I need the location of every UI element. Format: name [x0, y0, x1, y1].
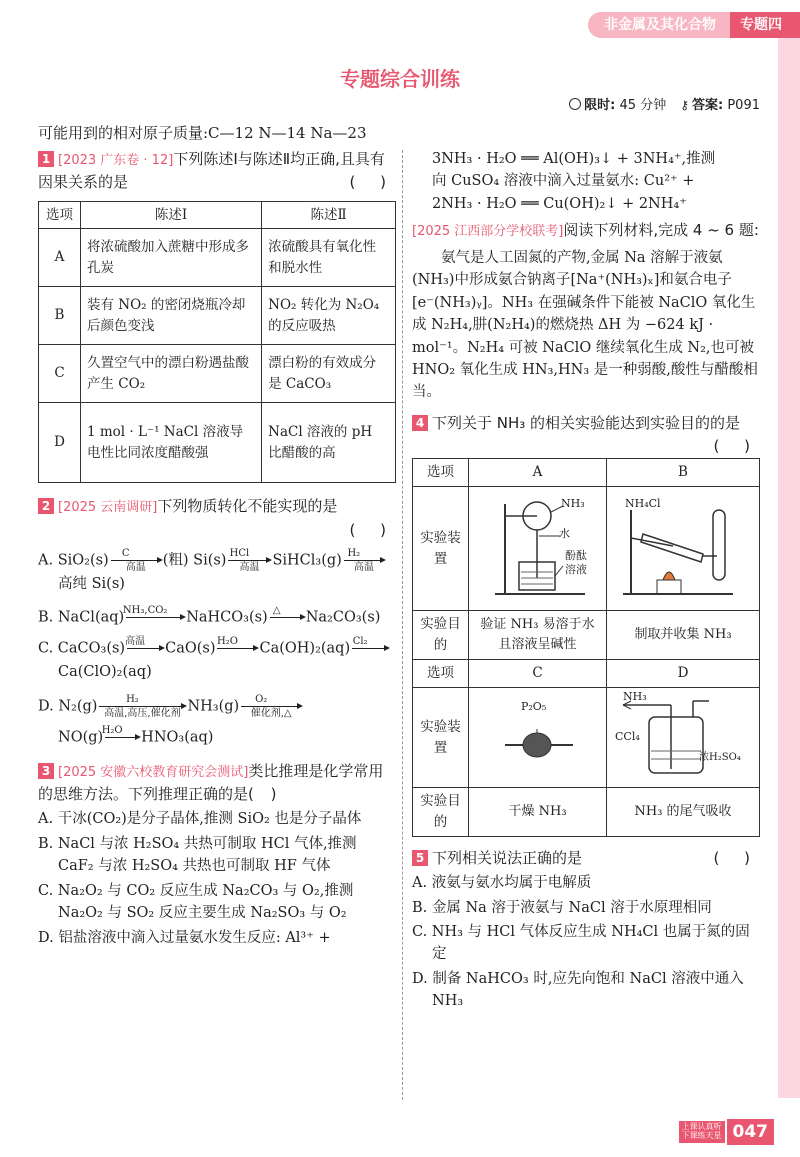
text-line: 2NH₃ · H₂O ══ Cu(OH)₂↓ + 2NH₄⁺ [432, 195, 687, 212]
arrow-top: C [121, 547, 130, 559]
page-footer [679, 1119, 775, 1145]
arrow-top: H₂ [126, 693, 139, 705]
apparatus-label: 浓H₂SO₄ [699, 752, 741, 764]
passage-source: [2025 江西部分学校联考] [412, 224, 564, 240]
page-title: 专题综合训练 [340, 67, 460, 91]
section-label: 非金属及其化合物 [588, 12, 730, 38]
statement-2-cell: NO₂ 转化为 N₂O₄ 的反应吸热 [262, 287, 396, 345]
arrow-top: H₂ [347, 547, 361, 559]
question-text: 下列陈述Ⅰ与陈述Ⅱ均正确,且具有因果关系的是 [38, 150, 385, 192]
answer-value: P091 [727, 98, 760, 113]
key-icon: ⚷ [680, 98, 689, 112]
passage-intro: 阅读下列材料,完成 4 ~ 6 题: [563, 221, 759, 240]
species: SiHCl₃(g) [272, 552, 342, 569]
species: NH₃(g) [187, 698, 240, 715]
question-number: 5 [412, 850, 428, 866]
atomic-mass-line: 可能用到的相对原子质量:C—12 N—14 Na—23 [38, 124, 367, 142]
q3-option-d-continued [412, 148, 760, 215]
q3-options [38, 808, 396, 949]
arrow-bottom: 高温 [353, 561, 374, 573]
time-value: 45 分钟 [619, 98, 667, 113]
species: 高纯 Si(s) [58, 575, 125, 592]
arrow-top: NH₃,CO₂ [122, 605, 168, 617]
question-5 [412, 847, 760, 870]
species: Na₂CO₃(s) [305, 609, 381, 626]
species: NaHCO₃(s) [186, 609, 268, 626]
arrow-top: H₂O [217, 636, 238, 648]
reaction-arrow [127, 636, 163, 661]
question-4 [412, 412, 760, 456]
option-label: C [469, 660, 607, 688]
meta-info [569, 96, 760, 116]
option-a [38, 548, 396, 595]
arrow-top: H₂O [101, 724, 123, 736]
arrow-top: Cl₂ [352, 636, 368, 648]
header-bar [588, 12, 800, 38]
reaction-arrow [344, 548, 384, 573]
question-number: 3 [38, 763, 54, 779]
reaction-arrow [241, 694, 301, 719]
species: Ca(ClO)₂(aq) [58, 664, 152, 681]
option-label: A [469, 459, 607, 487]
arrow-bottom: 高温,高压,催化剂 [104, 707, 181, 719]
header-cell: 实验目的 [413, 787, 469, 836]
answer-paren: ( ) [713, 848, 760, 867]
topic-label: 专题四 [730, 12, 800, 38]
experiment-aim: NH₃ 的尾气吸收 [607, 787, 760, 836]
q4-table [412, 458, 760, 836]
q2-options [38, 548, 396, 750]
question-source: [2023 广东卷 · 12] [58, 153, 174, 168]
statement-1-cell: 装有 NO₂ 的密闭烧瓶冷却后颜色变浅 [81, 287, 262, 345]
page-edge-decoration [778, 38, 800, 1098]
question-number: 4 [412, 415, 428, 431]
table-header-row [39, 201, 396, 229]
arrow-top: △ [272, 605, 281, 617]
reaction-arrow [270, 605, 304, 630]
question-3 [38, 760, 396, 807]
passage-text: 氨气是人工固氮的产物,金属 Na 溶解于液氨(NH₃)中形成氨合钠离子[Na⁺(NH₃)ₓ]和氨合电子[e⁻(NH₃)ᵧ]。NH₃ 在强碱条件下能被 NaClO 氧化生成 N₂H₄,肼(N₂H₄)的燃烧热 ΔH 为 −624 kJ · mol⁻¹。N₂H₄ 可被 NaClO 继续氧化生成 N₂,也可被 HNO₂ 氧化生成 HN₃,HN₃ 是一种弱酸,酸性与醋酸相当。 [412, 249, 758, 401]
header-cell: 实验装置 [413, 688, 469, 788]
reaction-arrow [217, 636, 257, 661]
question-1 [38, 148, 396, 195]
option-c [38, 636, 396, 683]
question-number: 1 [38, 151, 54, 167]
statement-2-cell: NaCl 溶液的 pH 比醋酸的高 [262, 403, 396, 483]
apparatus-label: NH₃ [623, 690, 647, 704]
species: C. CaCO₃(s) [38, 640, 126, 657]
option-d [38, 694, 396, 750]
q5-options [412, 872, 760, 1013]
text-line: 3NH₃ · H₂O ══ Al(OH)₃↓ + 3NH₄⁺,推测 [432, 151, 716, 167]
left-column [38, 148, 396, 951]
statement-1-cell: 久置空气中的漂白粉遇盐酸产生 CO₂ [81, 345, 262, 403]
table-row [39, 287, 396, 345]
option-label: B [607, 459, 760, 487]
option-d: D. 制备 NaHCO₃ 时,应先向饱和 NaCl 溶液中通入 NH₃ [412, 970, 744, 1010]
apparatus-label: NH₃ [561, 497, 585, 511]
header-cell: 实验装置 [413, 487, 469, 611]
table-row [39, 403, 396, 483]
answer-paren: ( ) [713, 437, 760, 456]
option-cell: B [39, 287, 81, 345]
right-column [412, 148, 760, 1015]
footer-slogan: 上课认真听 下课练天星 [679, 1121, 725, 1143]
option-b [38, 605, 396, 630]
question-text: 下列关于 NH₃ 的相关实验能达到实验目的的是 [432, 413, 741, 432]
species: Ca(OH)₂(aq) [259, 640, 351, 657]
header-cell: 选项 [413, 459, 469, 487]
question-text: 下列物质转化不能实现的是 [157, 497, 338, 516]
apparatus-label: P₂O₅ [521, 700, 547, 714]
species: B. NaCl(aq) [38, 609, 125, 626]
statement-1-cell: 将浓硫酸加入蔗糖中形成多孔炭 [81, 229, 262, 287]
question-text: 类比推理是化学常用的思维方法。下列推理正确的是 [38, 761, 384, 804]
reaction-arrow [228, 548, 270, 573]
option-b: B. NaCl 与浓 H₂SO₄ 共热可制取 HCl 气体,推测 CaF₂ 与浓 H₂SO₄ 共热也可制取 HF 气体 [38, 835, 357, 875]
species: HNO₃(aq) [141, 729, 214, 746]
experiment-aim: 干燥 NH₃ [469, 787, 607, 836]
answer-paren: ( ) [248, 785, 283, 804]
arrow-top: O₂ [255, 693, 268, 705]
arrow-bottom: 催化剂,△ [250, 707, 292, 719]
time-label: 限时: [584, 98, 616, 113]
header-cell: 陈述Ⅱ [262, 201, 396, 229]
apparatus-a [469, 487, 607, 611]
table-row [39, 229, 396, 287]
question-number: 2 [38, 498, 54, 514]
reaction-arrow [111, 548, 161, 573]
reaction-arrow [122, 605, 184, 630]
statement-2-cell: 浓硫酸具有氧化性和脱水性 [262, 229, 396, 287]
species: D. N₂(g) [38, 698, 98, 715]
apparatus-c [469, 688, 607, 788]
question-source: [2025 云南调研] [58, 500, 158, 516]
apparatus-label: NH₄Cl [625, 497, 661, 511]
option-d: D. 铝盐溶液中滴入过量氨水发生反应: Al³⁺ + [38, 929, 331, 946]
table-row [39, 345, 396, 403]
answer-paren: ( ) [349, 520, 396, 539]
arrow-bottom: 高温 [125, 561, 146, 573]
apparatus-label: CCl₄ [615, 730, 640, 744]
option-cell: A [39, 229, 81, 287]
question-text: 下列相关说法正确的是 [432, 848, 583, 867]
arrow-top: HCl [229, 547, 250, 559]
apparatus-label: 水 [559, 527, 570, 541]
option-a: A. 液氨与氨水均属于电解质 [412, 875, 592, 892]
option-c: C. Na₂O₂ 与 CO₂ 反应生成 Na₂CO₃ 与 O₂,推测 Na₂O₂ 与 SO₂ 反应主要生成 Na₂SO₃ 与 O₂ [38, 882, 354, 922]
option-cell: C [39, 345, 81, 403]
arrow-bottom: 高温 [239, 561, 260, 573]
statement-1-cell: 1 mol · L⁻¹ NaCl 溶液导电性比同浓度醋酸强 [81, 403, 262, 483]
option-c: C. NH₃ 与 HCl 气体反应生成 NH₄Cl 也属于氮的固定 [412, 924, 750, 963]
header-cell: 陈述Ⅰ [81, 201, 262, 229]
answer-label: 答案: [692, 98, 724, 113]
apparatus-b [607, 487, 760, 611]
passage [412, 219, 760, 404]
experiment-aim: 验证 NH₃ 易溶于水且溶液呈碱性 [469, 611, 607, 660]
header-cell: 选项 [39, 201, 81, 229]
question-source: [2025 安徽六校教育研究会测试] [58, 764, 249, 780]
text-line: 向 CuSO₄ 溶液中滴入过量氨水: Cu²⁺ + [432, 173, 695, 190]
header-cell: 选项 [413, 660, 469, 688]
apparatus-label: 酚酞溶液 [565, 549, 587, 576]
option-label: D [607, 660, 760, 688]
species: (粗) Si(s) [162, 552, 227, 569]
species: A. SiO₂(s) [38, 552, 109, 569]
reaction-arrow [352, 636, 388, 661]
clock-icon [569, 98, 581, 110]
option-a: A. 干冰(CO₂)是分子晶体,推测 SiO₂ 也是分子晶体 [38, 811, 362, 828]
reaction-arrow [99, 694, 185, 719]
apparatus-d [607, 688, 760, 788]
option-b: B. 金属 Na 溶于液氨与 NaCl 溶于水原理相同 [412, 899, 712, 916]
q1-table [38, 201, 396, 484]
option-cell: D [39, 403, 81, 483]
answer-paren: ( ) [349, 173, 396, 192]
question-2 [38, 495, 396, 542]
species: NO(g) [58, 729, 104, 746]
species: CaO(s) [165, 640, 216, 657]
arrow-top: 高温 [125, 636, 146, 648]
experiment-aim: 制取并收集 NH₃ [607, 611, 760, 660]
statement-2-cell: 漂白粉的有效成分是 CaCO₃ [262, 345, 396, 403]
header-cell: 实验目的 [413, 611, 469, 660]
reaction-arrow [101, 724, 139, 750]
page-number: 047 [727, 1119, 775, 1145]
column-divider [402, 150, 403, 1100]
